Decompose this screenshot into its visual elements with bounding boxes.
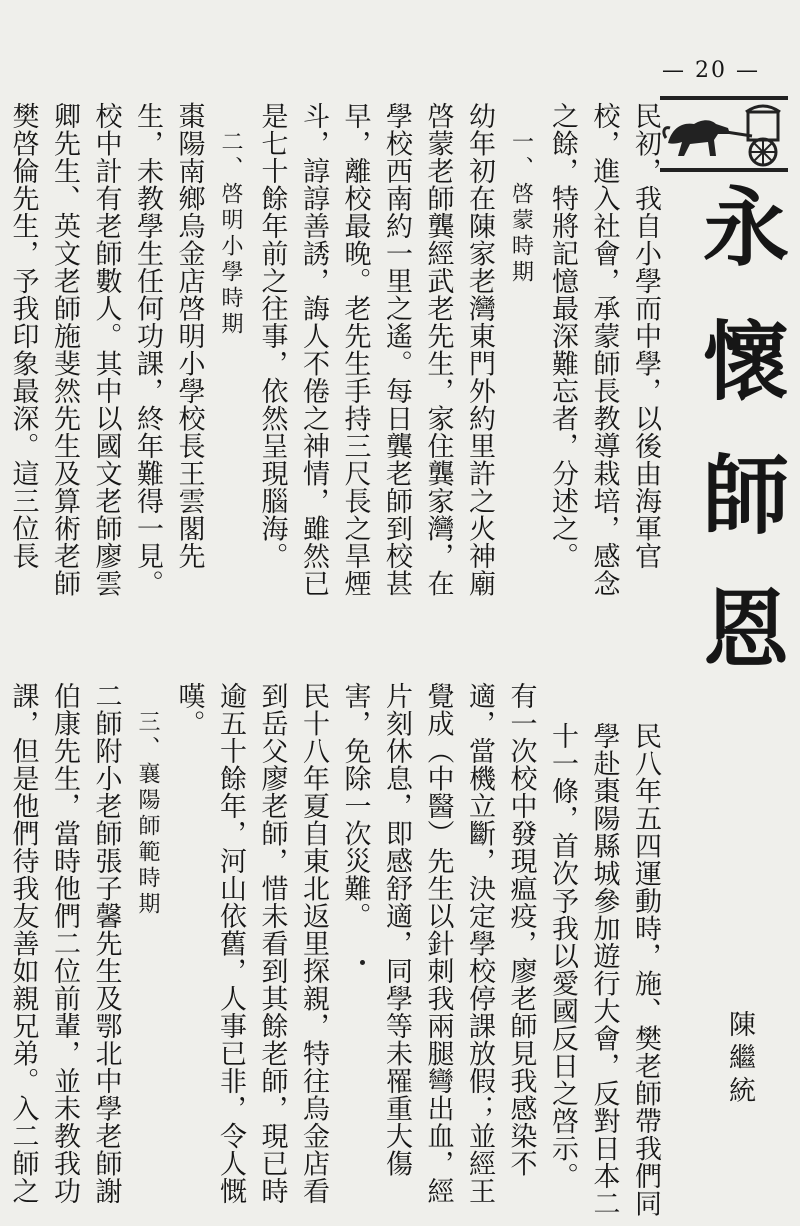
section-heading: 二、啓明小學時期 <box>218 130 243 338</box>
article-title: 永懷師恩 <box>688 182 789 718</box>
paragraph: 民初，我自小學而中學，以後由海軍官校，進入社會，承蒙師長教導栽培，感念之餘，特將記憶最深難忘者，分述之。 <box>547 102 661 597</box>
article-author: 陳繼統 <box>724 1010 755 1109</box>
page-number: — 20 — <box>662 58 760 83</box>
horse-carriage-icon <box>660 88 788 178</box>
paragraph: 民八年五四運動時，施、樊老師帶我們同學赴棗陽縣城參加遊行大會，反對日本二十一條，首次予我以愛國反日之啓示。 <box>547 722 661 1217</box>
stray-mark <box>360 960 365 965</box>
section-heading: 一、啓蒙時期 <box>508 130 534 286</box>
section-heading: 三、襄陽師範時期 <box>135 710 160 918</box>
paragraph: 棗陽南鄉烏金店啓明小學校長王雲閣先生，未教學生任何功課，終年難得一見。校中計有老師數人。其中以國文老師廖雲卿先生、英文老師施斐然先生及算術老師樊啓倫先生，予我印象最深。這三位長 <box>7 102 205 597</box>
top-text-block <box>7 72 666 620</box>
paragraph: 有一次校中發現瘟疫，廖老師見我感染不適，當機立斷，決定學校停課放假；並經王覺成（中醫）先生以針刺我兩腿彎出血，經片刻休息，即感舒適，同學等未罹重大傷害，免除一次災難。 <box>339 682 537 1205</box>
bottom-text-block <box>7 652 666 1222</box>
paragraph: 幼年初在陳家老灣東門外約里許之火神廟啓蒙老師龔經武老先生，家住龔家灣，在學校西南約一里之遙。每日龔老師到校甚早，離校最晚。老先生手持三尺長之旱煙斗，諄諄善誘，誨人不倦之神情，雖然已是七十餘年前之往事，依然呈現腦海。 <box>256 102 495 597</box>
paragraph: 二師附小老師張子馨先生及鄂北中學老師謝伯康先生，當時他們二位前輩，並未教我功課，但是他們待我友善如親兄弟。入二師之 <box>7 682 122 1205</box>
paragraph: 民十八年夏自東北返里探親，特往烏金店看到岳父廖老師，惜未看到其餘老師，現已時逾五十餘年，河山依舊，人事已非，令人慨嘆。 <box>173 682 329 1205</box>
